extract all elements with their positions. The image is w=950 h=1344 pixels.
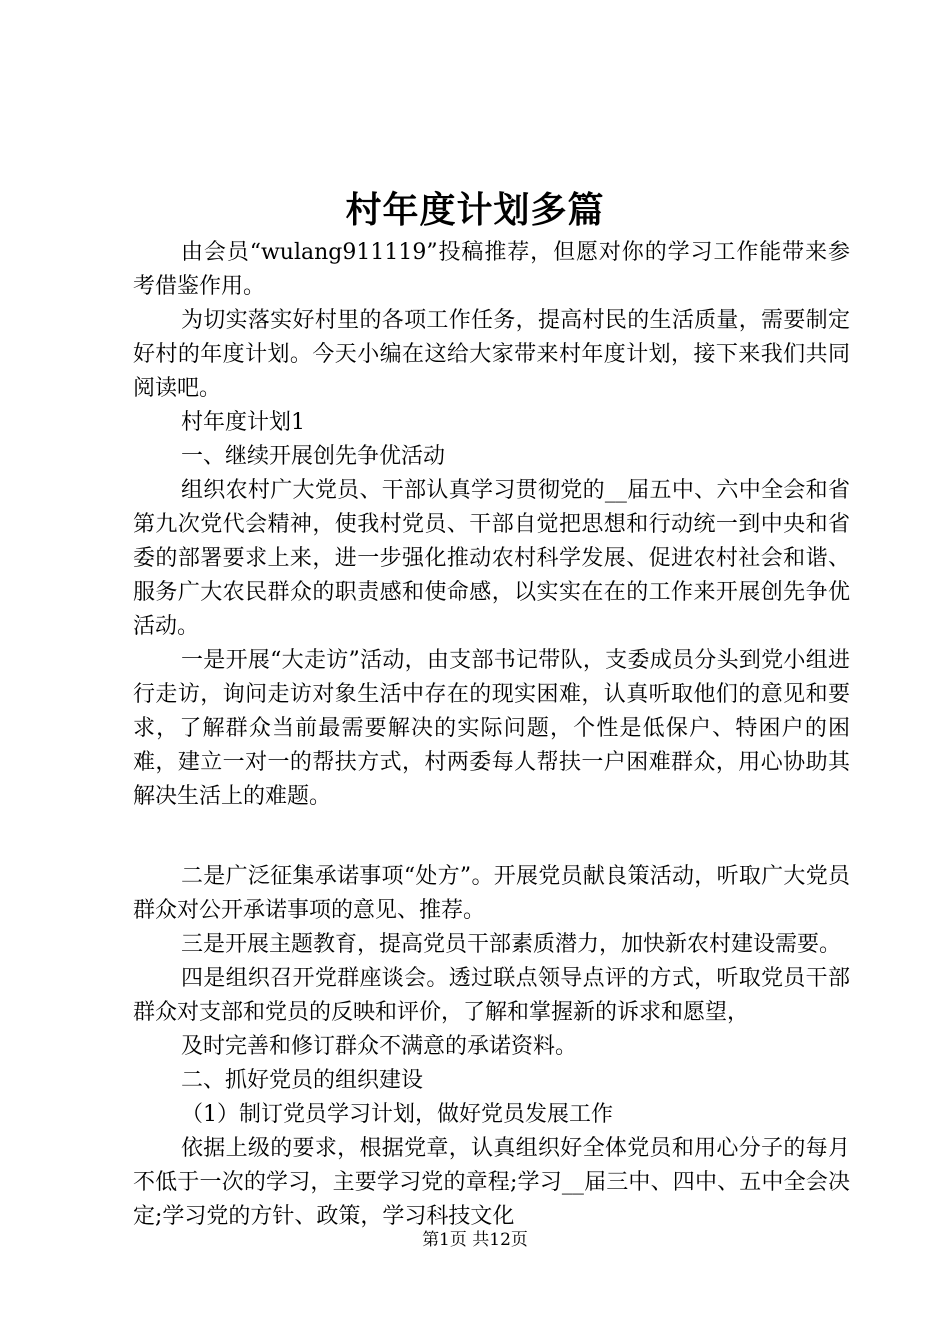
plan-heading: 村年度计划1 xyxy=(181,410,305,435)
body-paragraph: 四是组织召开党群座谈会。透过联点领导点评的方式，听取党员干部群众对支部和党员的反映和评价，了解和掌握新的诉求和愿望， xyxy=(133,966,850,1025)
purpose-paragraph: 为切实落实好村里的各项工作任务，提高村民的生活质量，需要制定好村的年度计划。今天小编在这给大家带来村年度计划，接下来我们共同阅读吧。 xyxy=(133,308,850,401)
body-paragraph: 组织农村广大党员、干部认真学习贯彻党的__届五中、六中全会和省第九次党代会精神，使我村党员、干部自觉把思想和行动统一到中央和省委的部署要求上来，进一步强化推动农村科学发展、促进农村社会和谐、服务广大农民群众的职责感和使命感，以实实在在的工作来开展创先争优活动。 xyxy=(133,478,850,639)
body-paragraph: 一是开展“大走访”活动，由支部书记带队，支委成员分头到党小组进行走访，询问走访对象生活中存在的现实困难，认真听取他们的意见和要求，了解群众当前最需要解决的实际问题，个性是低保户、特困户的困难，建立一对一的帮扶方式，村两委每人帮扶一户困难群众，用心协助其解决生活上的难题。 xyxy=(133,648,850,809)
section-heading-2: 二、抓好党员的组织建设 xyxy=(181,1068,424,1093)
document-body xyxy=(133,236,850,1234)
page-title: 村年度计划多篇 xyxy=(345,189,605,231)
body-paragraph: 二是广泛征集承诺事项“处方”。开展党员献良策活动，听取广大党员群众对公开承诺事项的意见、推荐。 xyxy=(133,864,850,923)
body-paragraph: 三是开展主题教育，提高党员干部素质潜力，加快新农村建设需要。 xyxy=(181,932,842,957)
intro-paragraph: 由会员“wulang911119”投稿推荐，但愿对你的学习工作能带来参考借鉴作用。 xyxy=(133,240,850,299)
page-footer: 第1页 共12页 xyxy=(422,1230,528,1250)
subsection-heading: （1）制订党员学习计划，做好党员发展工作 xyxy=(181,1102,613,1127)
paragraph-gap xyxy=(133,814,850,860)
section-heading-1: 一、继续开展创先争优活动 xyxy=(181,444,446,469)
body-paragraph: 依据上级的要求，根据党章，认真组织好全体党员和用心分子的每月不低于一次的学习，主要学习党的章程;学习__届三中、四中、五中全会决定;学习党的方针、政策，学习科技文化 xyxy=(133,1136,850,1229)
body-paragraph: 及时完善和修订群众不满意的承诺资料。 xyxy=(181,1034,578,1059)
